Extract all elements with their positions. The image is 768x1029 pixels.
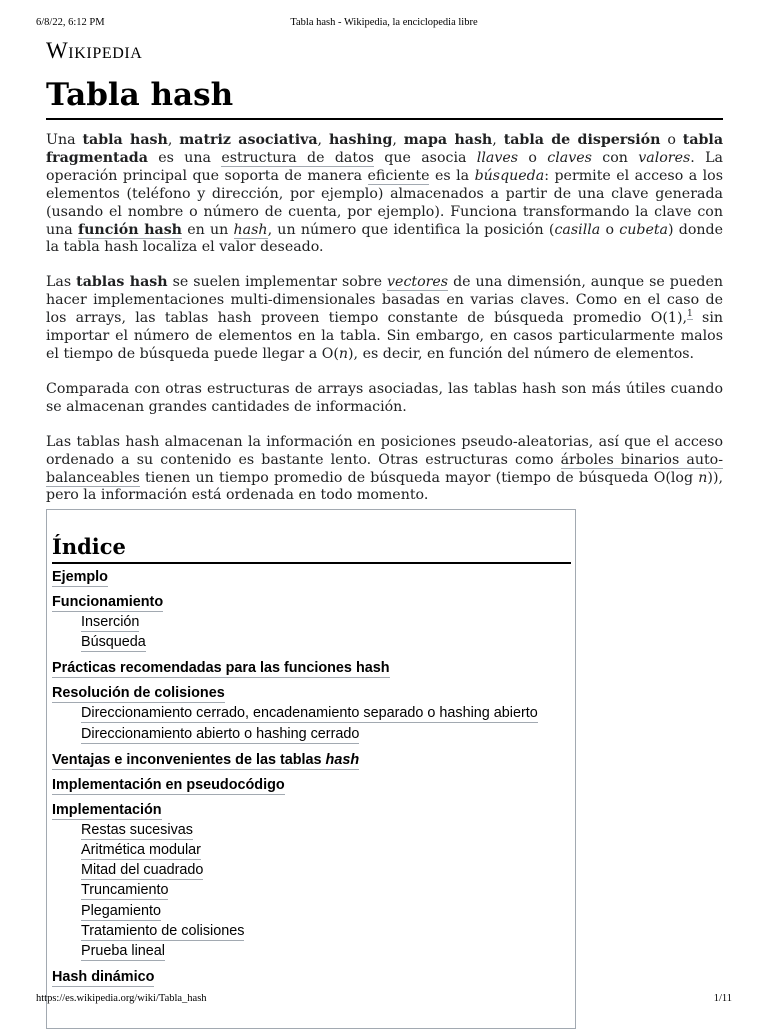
print-footer-page: 1/11 [713, 993, 732, 1004]
toc-sublink[interactable]: Tratamiento de colisiones [81, 922, 245, 939]
italic-term: llaves [476, 149, 519, 166]
italic-term: claves [547, 149, 592, 166]
toc-item [52, 801, 571, 962]
text-run: Una [46, 132, 83, 148]
text-run: se suelen implementar sobre [167, 274, 388, 291]
toc-subitem [81, 881, 571, 901]
toc-link[interactable]: Implementación en pseudocódigo [52, 776, 285, 793]
toc-item [52, 751, 571, 770]
paragraph [46, 381, 723, 417]
article-link[interactable]: eficiente [367, 167, 430, 184]
text-run: , [317, 132, 329, 148]
toc-subitem [81, 613, 571, 633]
bold-term: tablas hash [76, 274, 168, 291]
bold-term: hashing [328, 132, 393, 148]
toc-sublink[interactable]: Direccionamiento abierto o hashing cerrado [81, 725, 360, 742]
text-run: que asocia [373, 149, 477, 166]
paragraph [46, 434, 723, 506]
text-run: o [660, 132, 683, 148]
article-link[interactable]: hash [233, 221, 268, 238]
print-header-title: Tabla hash - Wikipedia, la enciclopedia libre [290, 17, 478, 28]
toc-subitem [81, 861, 571, 881]
toc-link[interactable]: Resolución de colisiones [52, 685, 225, 702]
toc-sublist [81, 821, 571, 962]
toc-title: Índice [52, 532, 571, 564]
toc-sublink[interactable]: Plegamiento [81, 902, 161, 919]
paragraph [46, 274, 723, 364]
toc-item [52, 684, 571, 744]
bold-term: tabla fragmentada [46, 132, 724, 166]
toc-sublist [81, 704, 571, 744]
print-header-datetime: 6/8/22, 6:12 PM [36, 17, 105, 28]
text-run: con [591, 149, 639, 166]
article-body [46, 132, 723, 522]
italic-term: casilla [554, 221, 601, 238]
toc-sublist [81, 613, 571, 653]
toc-subitem [81, 725, 571, 745]
toc-sublink[interactable]: Direccionamiento cerrado, encadenamiento separado o hashing abierto [81, 705, 538, 722]
toc-link[interactable]: Prácticas recomendadas para las funciones hash [52, 660, 390, 677]
text-run: es la [429, 167, 475, 184]
italic-term: cubeta [619, 221, 669, 238]
text-run: , un número que identifica la posición ( [267, 221, 555, 238]
text-run: , [167, 132, 180, 148]
text-run: , [492, 132, 504, 148]
toc-sublink[interactable]: Mitad del cuadrado [81, 862, 204, 879]
text-run: en un [182, 221, 234, 238]
text-run: ) donde la tabla hash localiza el valor deseado. [46, 221, 724, 256]
toc-sublink[interactable]: Truncamiento [81, 882, 169, 899]
wikipedia-wordmark[interactable]: Wikipedia [46, 38, 143, 63]
text-run: : permite el acceso a los elementos (teléfono y dirección, por ejemplo) almacenados a partir de una clave generada (usando el nombre o número de cuenta, por ejemplo). Funciona transformando la clave con una [46, 167, 724, 238]
text-run: Comparada con otras estructuras de arrays asociadas, las tablas hash son más útiles cuando se almacenan grandes cantidades de información. [46, 380, 723, 415]
article-link[interactable]: vectores [387, 274, 449, 291]
article-link[interactable]: estructura de datos [221, 149, 374, 166]
toc-link[interactable]: Funcionamiento [52, 594, 164, 610]
text-run: o [600, 221, 620, 238]
print-footer-url: https://es.wikipedia.org/wiki/Tabla_hash [36, 993, 207, 1004]
toc-sublink[interactable]: Búsqueda [81, 634, 146, 651]
toc-subitem [81, 841, 571, 861]
text-run: o [518, 149, 548, 166]
toc-item [52, 593, 571, 653]
bold-term: tabla de dispersión [503, 132, 661, 148]
toc-link[interactable]: Ejemplo [52, 569, 108, 585]
bold-term: mapa hash [403, 132, 493, 148]
toc-subitem [81, 704, 571, 724]
paragraph [46, 132, 723, 257]
article-link[interactable]: función hash [77, 221, 183, 238]
toc-sublink[interactable]: Inserción [81, 614, 140, 630]
toc-subitem [81, 922, 571, 942]
toc-sublink[interactable]: Restas sucesivas [81, 821, 193, 838]
text-run: tienen un tiempo promedio de búsqueda mayor (tiempo de búsqueda O(log [139, 469, 699, 486]
bold-term: matriz asociativa [179, 132, 318, 148]
toc-subitem [81, 902, 571, 922]
italic-term: n [338, 345, 349, 362]
toc-list [52, 568, 571, 987]
citation-link[interactable]: 1 [687, 309, 693, 320]
italic-term: búsqueda [474, 167, 545, 184]
toc-item [52, 659, 571, 678]
text-run: ), es decir, en función del número de elementos. [348, 345, 695, 362]
italic-term: n [698, 469, 708, 486]
toc-sublink[interactable]: Aritmética modular [81, 841, 201, 858]
toc-item [52, 776, 571, 795]
text-run: )), pero la información está ordenada en todo momento. [46, 469, 723, 504]
toc-link[interactable]: Ventajas e inconvenientes de las tablas hash [52, 751, 360, 768]
toc-link[interactable]: Hash dinámico [52, 969, 155, 986]
toc-subitem [81, 942, 571, 962]
article-link[interactable]: árboles binarios auto-balanceables [46, 451, 723, 486]
italic-term: valores [638, 149, 691, 166]
text-run: , [392, 132, 404, 148]
toc-subitem [81, 821, 571, 841]
text-run: . La operación principal que soporta de manera [46, 149, 723, 184]
text-run: es una [147, 149, 222, 166]
toc-sublink[interactable]: Prueba lineal [81, 942, 166, 959]
table-of-contents [46, 509, 576, 1029]
text-run: Las [46, 274, 77, 291]
text-run: sin importar el número de elementos en la tabla. Sin embargo, en casos particularmente malos el tiempo de búsqueda puede llegar a O( [46, 310, 723, 362]
toc-item [52, 568, 571, 587]
text-run: de una dimensión, aunque se pueden hacer implementaciones multi-dimensionales basadas en varias claves. Como en el caso de los arrays, las tablas hash proveen tiempo constante de búsqueda promedio O(1), [46, 274, 723, 327]
toc-link[interactable]: Implementación [52, 801, 162, 818]
toc-item [52, 968, 571, 987]
bold-term: tabla hash [82, 132, 168, 148]
page-title: Tabla hash [46, 73, 723, 120]
toc-subitem [81, 633, 571, 653]
text-run: Las tablas hash almacenan la información en posiciones pseudo-aleatorias, así que el acceso ordenado a su contenido es bastante lento. Otras estructuras como [46, 433, 723, 468]
